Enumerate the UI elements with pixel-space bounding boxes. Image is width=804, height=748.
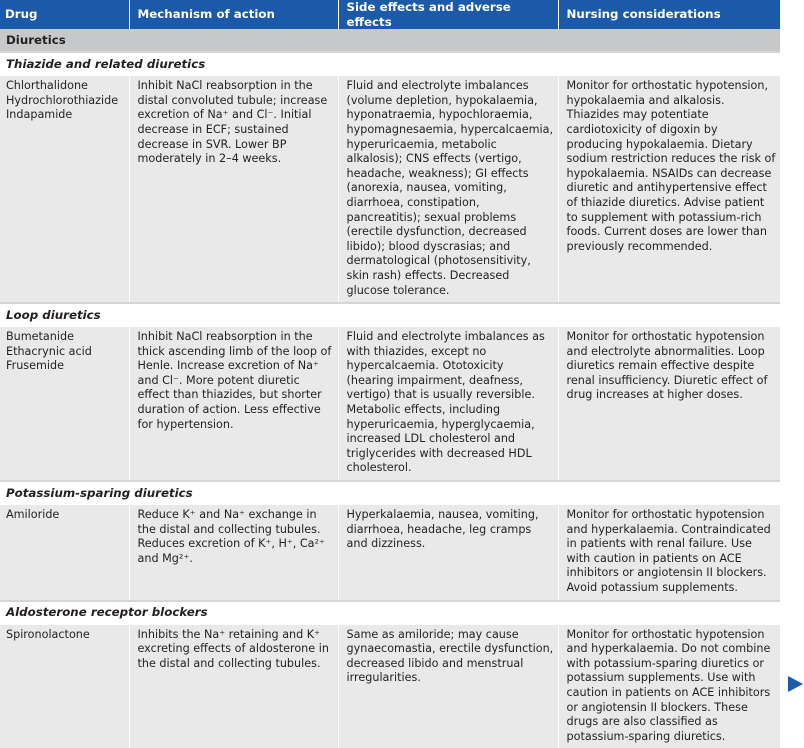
drug-cell <box>0 505 129 601</box>
table-row <box>0 76 780 303</box>
header-mechanism: Mechanism of action <box>129 0 338 29</box>
nursing-cell: Monitor for orthostatic hypotension, hypokalaemia and alkalosis. Thiazides may potentiate cardiotoxicity of digoxin by producing hypokalaemia. Dietary sodium restriction reduces the risk of hypokalaemia. NSAIDs can decrease diuretic and antihypertensive effect of thiazide diuretics. Advise patient to supplement with potassium-rich foods. Current doses are lower than previously recommended. <box>558 76 780 303</box>
drug-cell <box>0 327 129 481</box>
group-title-row <box>0 303 780 327</box>
group-title: Thiazide and related diuretics <box>0 52 780 76</box>
mechanism-cell: Inhibit NaCl reabsorption in the thick ascending limb of the loop of Henle. Increase excretion of Na⁺ and Cl⁻. More potent diuretic effect than thiazides, but shorter duration of action. Less effective for hypertension. <box>129 327 338 481</box>
table-row <box>0 327 780 481</box>
group-title-row <box>0 601 780 625</box>
nursing-cell: Monitor for orthostatic hypotension and electrolyte abnormalities. Loop diuretics remain effective despite renal insufficiency. Diuretic effect of drug increases at higher doses. <box>558 327 780 481</box>
drug-name: Bumetanide <box>6 330 74 344</box>
section-title: Diuretics <box>0 29 780 52</box>
group-title-row <box>0 481 780 505</box>
side-effects-cell: Hyperkalaemia, nausea, vomiting, diarrhoea, headache, leg cramps and dizziness. <box>338 505 558 601</box>
drug-name: Ethacrynic acid <box>6 344 92 358</box>
drug-name: Amiloride <box>6 508 60 522</box>
drug-cell <box>0 624 129 748</box>
group-title: Potassium-sparing diuretics <box>0 481 780 505</box>
group-title: Loop diuretics <box>0 303 780 327</box>
drug-name: Indapamide <box>6 108 73 122</box>
header-drug: Drug <box>0 0 129 29</box>
mechanism-cell: Inhibits the Na⁺ retaining and K⁺ excreting effects of aldosterone in the distal and collecting tubules. <box>129 624 338 748</box>
side-effects-cell: Fluid and electrolyte imbalances (volume depletion, hypokalaemia, hyponatraemia, hypochloraemia, hypomagnesaemia, hypercalcaemia, hyperuricaemia, metabolic alkalosis); CNS effects (vertigo, headache, weakness); GI effects (anorexia, nausea, vomiting, diarrhoea, constipation, pancreatitis); sexual problems (erectile dysfunction, decreased libido); blood dyscrasias; and dermatological (photosensitivity, skin rash) effects. Decreased glucose tolerance. <box>338 76 558 303</box>
mechanism-cell: Inhibit NaCl reabsorption in the distal convoluted tubule; increase excretion of Na⁺ and Cl⁻. Initial decrease in ECF; sustained decrease in SVR. Lower BP moderately in 2–4 weeks. <box>129 76 338 303</box>
next-page-arrow-icon[interactable] <box>788 676 803 692</box>
nursing-cell: Monitor for orthostatic hypotension and hyperkalaemia. Contraindicated in patients with renal failure. Use with caution in patients on ACE inhibitors or angiotensin II blockers. Avoid potassium supplements. <box>558 505 780 601</box>
drug-name: Frusemide <box>6 359 65 373</box>
drug-name: Spironolactone <box>6 627 90 641</box>
mechanism-cell: Reduce K⁺ and Na⁺ exchange in the distal and collecting tubules. Reduces excretion of K⁺, H⁺, Ca²⁺ and Mg²⁺. <box>129 505 338 601</box>
section-row <box>0 29 780 52</box>
nursing-cell: Monitor for orthostatic hypotension and hyperkalaemia. Do not combine with potassium-sparing diuretics or potassium supplements. Use with caution in patients on ACE inhibitors or angiotensin II blockers. These drugs are also classified as potassium-sparing diuretics. <box>558 624 780 748</box>
header-nursing: Nursing considerations <box>558 0 780 29</box>
side-effects-cell: Same as amiloride; may cause gynaecomastia, erectile dysfunction, decreased libido and menstrual irregularities. <box>338 624 558 748</box>
header-side-effects: Side effects and adverse effects <box>338 0 558 29</box>
header-row <box>0 0 780 29</box>
drug-cell <box>0 76 129 303</box>
table-row <box>0 624 780 748</box>
group-title: Aldosterone receptor blockers <box>0 601 780 625</box>
side-effects-cell: Fluid and electrolyte imbalances as with thiazides, except no hypercalcaemia. Ototoxicity (hearing impairment, deafness, vertigo) that is usually reversible. Metabolic effects, including hyperuricaemia, hyperglycaemia, increased LDL cholesterol and triglycerides with decreased HDL cholesterol. <box>338 327 558 481</box>
group-title-row <box>0 52 780 76</box>
drug-name: Hydrochlorothiazide <box>6 93 119 107</box>
table-row <box>0 505 780 601</box>
drug-name: Chlorthalidone <box>6 79 88 93</box>
